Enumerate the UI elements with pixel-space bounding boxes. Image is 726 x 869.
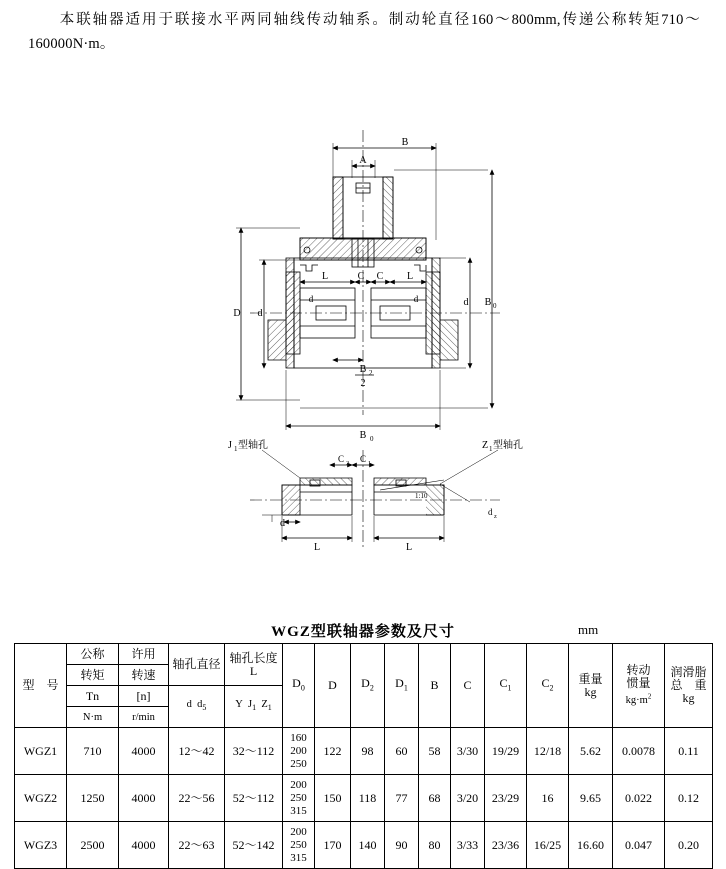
table-unit-label: mm (578, 622, 599, 637)
header-torque-line1: 公称 (67, 644, 119, 665)
header-B: B (419, 644, 451, 728)
dim-label-B0-sub: 0 (370, 435, 374, 443)
cell-D0: 200 250 315 (283, 775, 315, 822)
header-speed-line3: [n] (119, 686, 169, 707)
header-D: D (315, 644, 351, 728)
cell-D: 150 (315, 775, 351, 822)
cell-C1: 23/29 (485, 775, 527, 822)
header-bore-len (225, 644, 283, 686)
header-grease-l1: 润滑脂 (670, 665, 707, 679)
header-D1: $D_1$ (385, 644, 419, 728)
dim-label-L-right: L (406, 271, 414, 282)
header-weight-l2: kg (584, 684, 597, 699)
dim-label-d: d (257, 308, 263, 319)
cell-C2: 16 (527, 775, 569, 822)
cell-model: WGZ1 (15, 728, 67, 775)
cell-speed: 4000 (119, 728, 169, 775)
dim-label-L-sec-right: L (405, 542, 413, 553)
cell-inertia: 0.022 (613, 775, 665, 822)
cell-bore-dia: 22～63 (169, 822, 225, 869)
svg-text:型轴孔: 型轴孔 (493, 440, 523, 451)
dim-label-B0: B (359, 430, 367, 441)
dim-label-B: B (401, 137, 409, 148)
header-bore-len-sub: Y $J_1$ $Z_1$ (225, 686, 283, 728)
dim-label-B1-sub: 0 (493, 302, 497, 310)
svg-text:型轴孔: 型轴孔 (238, 440, 268, 451)
svg-text:1: 1 (368, 460, 372, 467)
cell-bore-len: 32～112 (225, 728, 283, 775)
cell-speed: 4000 (119, 822, 169, 869)
cell-model: WGZ3 (15, 822, 67, 869)
cell-B: 80 (419, 822, 451, 869)
header-torque-line4: N·m (67, 707, 119, 728)
header-C: C (451, 644, 485, 728)
intro-text: 本联轴器适用于联接水平两同轴线传动轴系。制动轮直径160～800mm,传递公称转矩710～160000N·m。 (28, 12, 700, 52)
cell-weight: 9.65 (569, 775, 613, 822)
header-grease-l2: 总 重 (670, 678, 707, 692)
header-speed-line2: 转速 (119, 665, 169, 686)
cell-bore-len: 52～112 (225, 775, 283, 822)
dim-label-B2: B (359, 364, 367, 375)
svg-text:2: 2 (346, 460, 350, 467)
cell-grease: 0.20 (665, 822, 713, 869)
dim-label-d-inner-right: d (413, 294, 419, 304)
cell-torque: 710 (67, 728, 119, 775)
header-speed-line1: 许用 (119, 644, 169, 665)
cell-D: 170 (315, 822, 351, 869)
note-taper: 1:10 (415, 492, 428, 500)
dim-label-d-sec: d (280, 518, 285, 529)
header-D2: $D_2$ (351, 644, 385, 728)
dim-label-C1: C (359, 454, 367, 464)
header-inertia-l3: $kg\cdot m^2$ (625, 692, 652, 706)
header-weight (569, 644, 613, 728)
header-D0: $D_0$ (283, 644, 315, 728)
header-torque-line3: Tn (67, 686, 119, 707)
svg-text:1: 1 (234, 445, 238, 453)
note-Z1: Z (482, 440, 489, 451)
dim-label-C-left: C (357, 271, 365, 282)
cell-weight: 16.60 (569, 822, 613, 869)
dim-label-D1: d (463, 297, 469, 308)
table-header-row-1 (15, 644, 713, 665)
dim-label-L-left: L (321, 271, 329, 282)
header-inertia (613, 644, 665, 728)
header-bore-len-l2: L (249, 663, 258, 678)
cell-B: 68 (419, 775, 451, 822)
cell-torque: 1250 (67, 775, 119, 822)
table-caption: WGZ型联轴器参数及尺寸 (271, 624, 455, 640)
cell-C: 3/33 (451, 822, 485, 869)
cell-D: 122 (315, 728, 351, 775)
dim-label-A: A (359, 155, 367, 166)
header-bore-dia-sub: d $d_5$ (169, 686, 225, 728)
cell-D1: 60 (385, 728, 419, 775)
cell-C: 3/30 (451, 728, 485, 775)
note-J1: J (228, 440, 232, 451)
dim-label-dz: d (488, 507, 493, 517)
cell-B: 58 (419, 728, 451, 775)
header-weight-l1: 重量 (578, 671, 603, 686)
header-torque-line2: 转矩 (67, 665, 119, 686)
svg-text:z: z (494, 513, 497, 520)
cell-D1: 90 (385, 822, 419, 869)
dim-label-B1: B (484, 297, 492, 308)
svg-text:1: 1 (489, 445, 493, 453)
cell-D2: 140 (351, 822, 385, 869)
cell-D2: 98 (351, 728, 385, 775)
dim-label-B2-sub: 2 (369, 369, 373, 377)
header-grease (665, 644, 713, 728)
header-bore-dia: 轴孔直径 (169, 644, 225, 686)
table-row (15, 775, 713, 822)
header-inertia-l2: 惯量 (626, 676, 651, 691)
cell-bore-dia: 22～56 (169, 775, 225, 822)
cell-inertia: 0.047 (613, 822, 665, 869)
cell-torque: 2500 (67, 822, 119, 869)
cell-C: 3/20 (451, 775, 485, 822)
dim-label-D: D (233, 308, 241, 319)
dim-label-B2-den: 2 (360, 378, 366, 389)
cell-bore-len: 52～142 (225, 822, 283, 869)
cell-grease: 0.12 (665, 775, 713, 822)
cell-D1: 77 (385, 775, 419, 822)
cell-C1: 19/29 (485, 728, 527, 775)
cell-bore-dia: 12～42 (169, 728, 225, 775)
header-C2: $C_2$ (527, 644, 569, 728)
cell-D2: 118 (351, 775, 385, 822)
cell-grease: 0.11 (665, 728, 713, 775)
dim-label-C2: C (337, 454, 345, 464)
dim-label-L-sec-left: L (313, 542, 321, 553)
header-C1: $C_1$ (485, 644, 527, 728)
cell-D0: 160 200 250 (283, 728, 315, 775)
cell-C2: 12/18 (527, 728, 569, 775)
cell-speed: 4000 (119, 775, 169, 822)
cell-D0: 200 250 315 (283, 822, 315, 869)
header-bore-len-l1: 轴孔长度 (229, 650, 278, 665)
header-grease-l3: kg (682, 691, 695, 705)
header-model: 型 号 (15, 644, 67, 728)
cell-weight: 5.62 (569, 728, 613, 775)
table-row (15, 822, 713, 869)
dim-label-C-right: C (376, 271, 384, 282)
parameter-table (14, 643, 713, 869)
cell-inertia: 0.0078 (613, 728, 665, 775)
cell-C2: 16/25 (527, 822, 569, 869)
table-row (15, 728, 713, 775)
technical-drawing (0, 60, 726, 620)
cell-C1: 23/36 (485, 822, 527, 869)
intro-paragraph (28, 8, 700, 56)
dim-label-d-inner: d (308, 294, 314, 304)
header-speed-line4: r/min (119, 707, 169, 728)
header-inertia-l1: 转动 (626, 663, 651, 678)
cell-model: WGZ2 (15, 775, 67, 822)
